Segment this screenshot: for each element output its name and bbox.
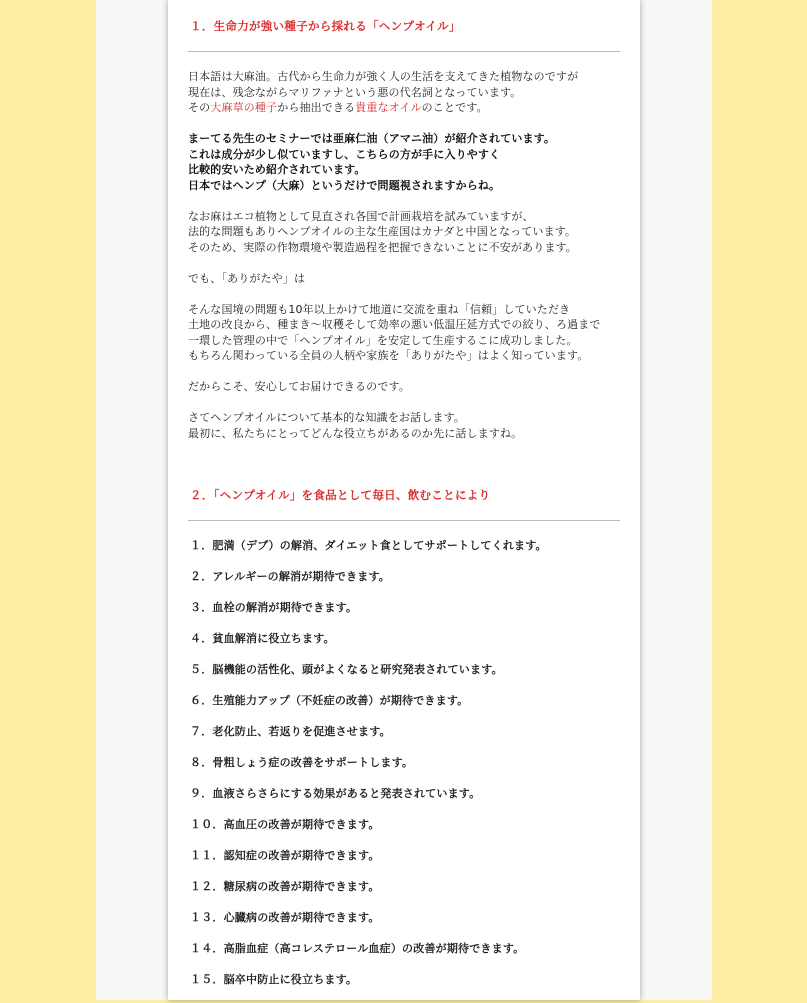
list-item: ８．骨粗しょう症の改善をサポートします。 bbox=[190, 755, 414, 769]
text-line: 日本語は大麻油。古代から生命力が強く人の生活を支えてきた植物なのですが bbox=[188, 70, 579, 83]
text-line: 日本ではヘンプ（大麻）というだけで問題視されますからね。 bbox=[188, 178, 501, 192]
list-item: ４．貧血解消に役立ちます。 bbox=[190, 631, 335, 645]
highlight-hemp-seed: 大麻草の種子 bbox=[210, 101, 278, 114]
text-line: 法的な問題もありヘンプオイルの主な生産国はカナダと中国となっています。 bbox=[188, 225, 577, 238]
transition-paragraph bbox=[188, 410, 620, 441]
list-item: １０．高血圧の改善が期待できます。 bbox=[190, 817, 380, 831]
text-line: なお麻はエコ植物として見直され各国で計画栽培を試みていますが、 bbox=[188, 209, 534, 223]
left-margin-panel bbox=[96, 0, 168, 1000]
article-column bbox=[168, 0, 640, 1000]
list-item: １３．心臓病の改善が期待できます。 bbox=[190, 910, 380, 924]
section1-heading: １．生命力が強い種子から採れる「ヘンプオイル」 bbox=[190, 19, 461, 33]
text-line: 土地の改良から、種まき～収穫そして効率の悪い低温圧延方式での絞り、ろ過まで bbox=[188, 318, 601, 331]
list-item: ７．老化防止、若返りを促進させます。 bbox=[190, 724, 391, 738]
text-line: そのため、実際の作物環境や製造過程を把握できないことに不安があります。 bbox=[188, 240, 577, 254]
text-line: 最初に、私たちにとってどんな役立ちがあるのか先に話しますね。 bbox=[188, 426, 523, 440]
cultivation-paragraph bbox=[188, 209, 620, 256]
intro-paragraph bbox=[188, 69, 620, 116]
text-line: 一環した管理の中で「ヘンプオイル」を安定して生産するこに成功しました。 bbox=[188, 333, 578, 347]
but-paragraph bbox=[188, 271, 620, 287]
text-line: もちろん関わっている全員の人柄や家族を「ありがたや」はよく知っています。 bbox=[188, 349, 589, 362]
list-item: ２．アレルギーの解消が期待できます。 bbox=[190, 569, 391, 583]
text-line: まーてる先生のセミナーでは亜麻仁油（アマニ油）が紹介されています。 bbox=[188, 132, 556, 145]
text-line: でも、「ありがたや」は bbox=[188, 271, 306, 285]
text-line: その bbox=[188, 101, 211, 114]
right-margin-panel bbox=[640, 0, 712, 1000]
section2-heading: ２．「ヘンプオイル」を食品として毎日、飲むことにより bbox=[190, 487, 491, 502]
text-line: 現在は、残念ながらマリファナという悪の代名詞となっています。 bbox=[188, 85, 522, 99]
trust-paragraph bbox=[188, 302, 620, 364]
list-item: ５．脳機能の活性化、頭がよくなると研究発表されています。 bbox=[190, 662, 503, 676]
reassurance-paragraph bbox=[188, 379, 620, 395]
text-line: そんな国境の問題も10年以上かけて地道に交流を重ね「信頼」していただき bbox=[188, 302, 571, 316]
section2-divider bbox=[188, 520, 620, 521]
text-line: だからこそ、安心してお届けできるのです。 bbox=[188, 380, 410, 393]
list-item: １．肥満（デブ）の解消、ダイエット食としてサポートしてくれます。 bbox=[190, 538, 547, 552]
list-item: １２．糖尿病の改善が期待できます。 bbox=[190, 879, 380, 893]
text-line: から抽出できる bbox=[277, 101, 356, 114]
section-spacer bbox=[188, 457, 620, 487]
text-line: 比較的安いため紹介されています。 bbox=[188, 163, 366, 176]
list-item: １１．認知症の改善が期待できます。 bbox=[190, 848, 380, 862]
list-item: ３．血栓の解消が期待できます。 bbox=[190, 600, 358, 614]
article-inner bbox=[168, 0, 640, 1003]
benefits-list bbox=[188, 538, 620, 1003]
text-line: のことです。 bbox=[421, 101, 488, 114]
list-item: １４．高脂血症（高コレステロール血症）の改善が期待できます。 bbox=[190, 941, 525, 955]
text-line: これは成分が少し似ていますし、こちらの方が手に入りやすく bbox=[188, 147, 501, 161]
section1-divider bbox=[188, 51, 620, 52]
list-item: ６．生殖能力アップ（不妊症の改善）が期待できます。 bbox=[190, 693, 469, 707]
seminar-paragraph bbox=[188, 131, 620, 193]
list-item: １５．脳卒中防止に役立ちます。 bbox=[190, 972, 358, 986]
text-line: さてヘンプオイルについて基本的な知識をお話します。 bbox=[188, 411, 465, 424]
list-item: ９．血液さらさらにする効果があると発表されています。 bbox=[190, 786, 481, 800]
highlight-precious-oil: 貴重なオイル bbox=[355, 101, 422, 114]
